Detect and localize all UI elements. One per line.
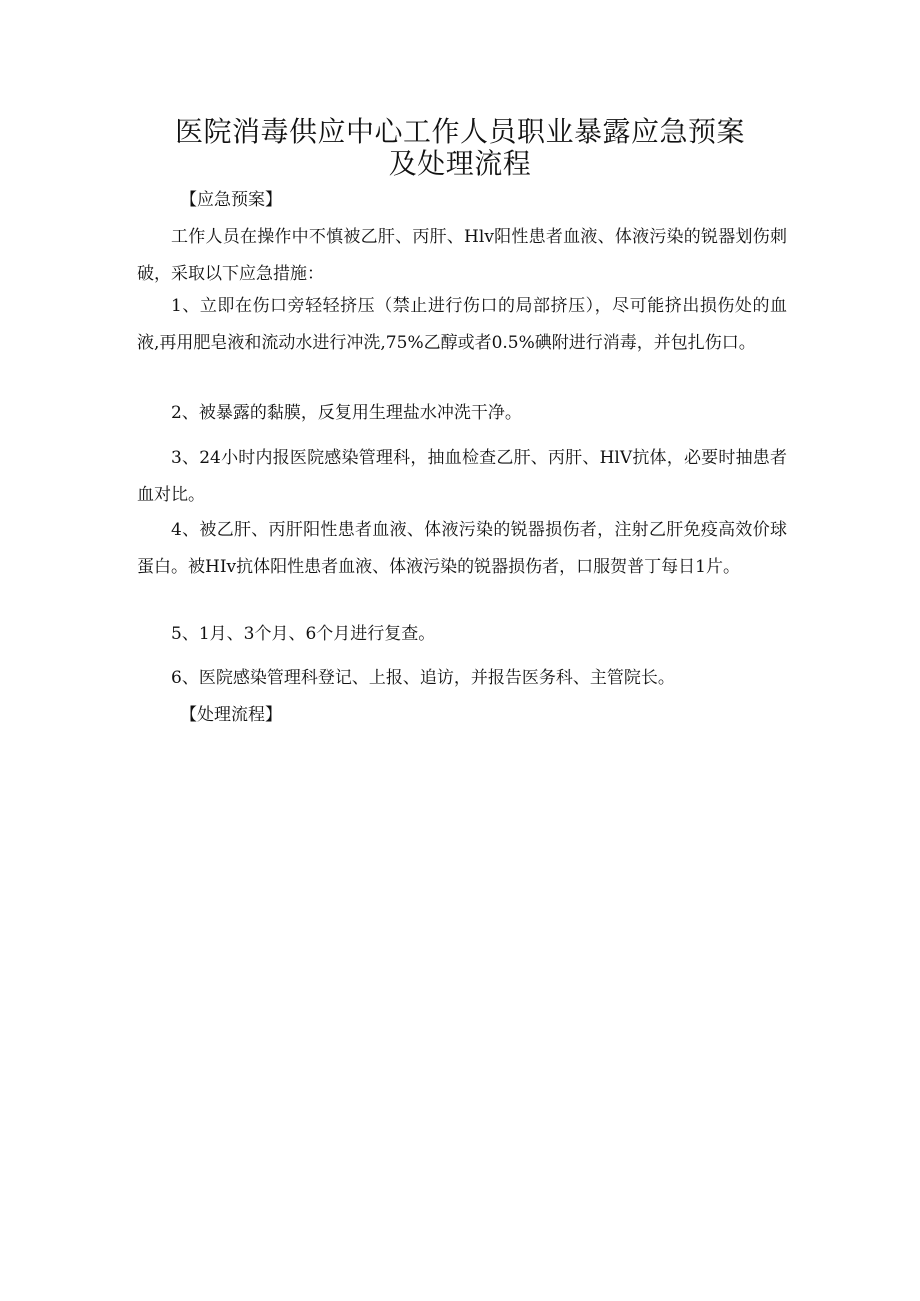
measure-item-5: 5、1月、3个月、6个月进行复查。 (171, 624, 436, 644)
measure-item-3: 3、24小时内报医院感染管理科，抽血检查乙肝、丙肝、HlV抗体，必要时抽患者血对比。 (137, 448, 787, 505)
document-title-line-1: 医院消毒供应中心工作人员职业暴露应急预案 (174, 115, 745, 148)
measure-item-6: 6、医院感染管理科登记、上报、追访，并报告医务科、主管院长。 (171, 668, 675, 688)
measure-item-4: 4、被乙肝、丙肝阳性患者血液、体液污染的锐器损伤者，注射乙肝免疫高效价球蛋白。被HIv抗体阳性患者血液、体液污染的锐器损伤者，口服贺普丁每日1片。 (137, 520, 787, 577)
measure-item-2: 2、被暴露的黏膜，反复用生理盐水冲洗干净。 (171, 403, 522, 423)
intro-paragraph: 工作人员在操作中不慎被乙肝、丙肝、Hlv阳性患者血液、体液污染的锐器划伤刺破，采取以下应急措施： (137, 227, 787, 284)
measure-item-1: 1、立即在伤口旁轻轻挤压（禁止进行伤口的局部挤压），尽可能挤出损伤处的血液,再用肥皂液和流动水进行冲洗,75%乙醇或者0.5%碘附进行消毒，并包扎伤口。 (137, 296, 787, 353)
document-title-line-2: 及处理流程 (388, 147, 532, 180)
section-heading-process-flow: 【处理流程】 (180, 705, 282, 725)
section-heading-emergency-plan: 【应急预案】 (180, 190, 282, 210)
